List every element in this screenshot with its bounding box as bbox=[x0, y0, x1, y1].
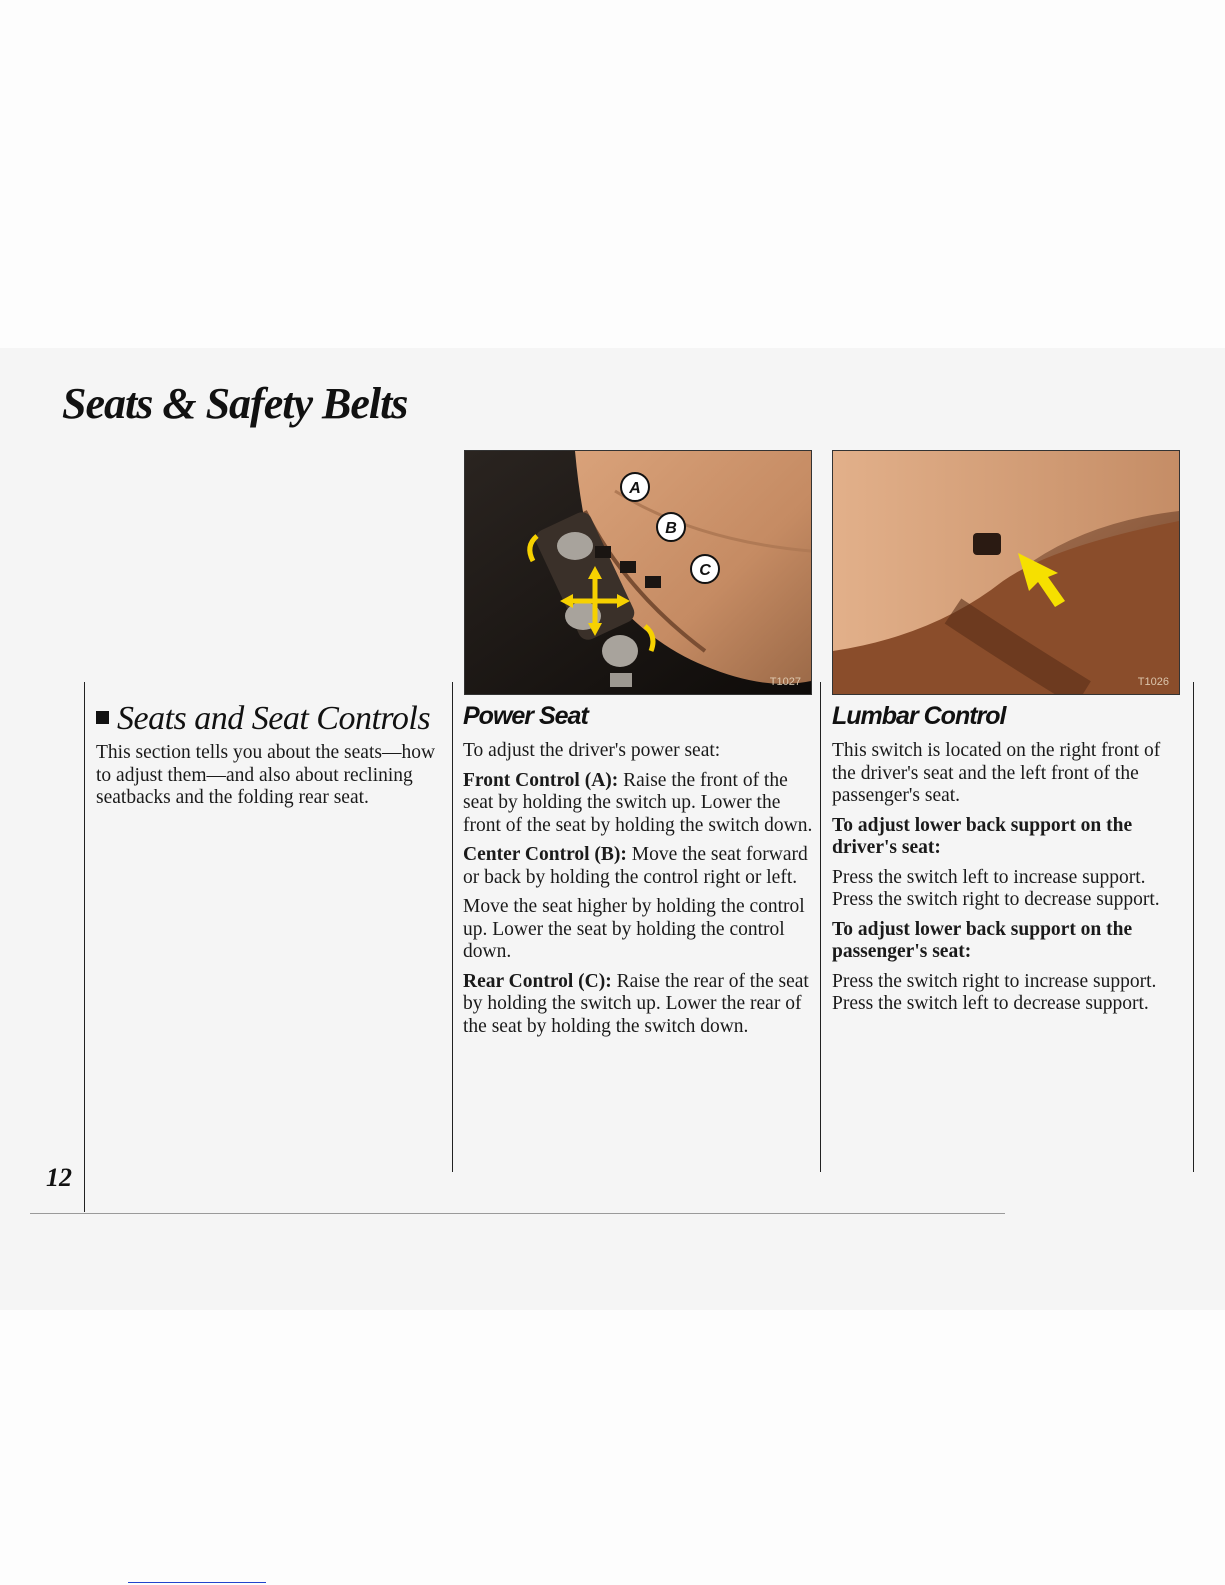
callout-b-label: B bbox=[665, 520, 677, 537]
rear-control-text: Raise the rear of the seat by holding the switch up. Lower the rear of the seat by holding the switch down. bbox=[463, 970, 809, 1037]
bottom-link-underline bbox=[128, 1582, 266, 1583]
callout-a bbox=[621, 473, 649, 501]
chapter-title: Seats & Safety Belts bbox=[62, 379, 408, 428]
front-control-paragraph bbox=[463, 770, 813, 838]
column-rule-middle bbox=[452, 682, 453, 1172]
center-control-text: Move the seat forward or back by holding the control right or left. bbox=[463, 844, 808, 888]
power-seat-column bbox=[463, 740, 813, 1045]
column-rule-left bbox=[84, 682, 85, 1212]
power-seat-image-code: T1027 bbox=[769, 676, 801, 688]
callout-a-label: A bbox=[629, 480, 641, 497]
lumbar-image-code: T1026 bbox=[1137, 676, 1169, 688]
section-heading-text: Seats and Seat Controls bbox=[117, 700, 431, 737]
power-seat-photo bbox=[464, 450, 812, 695]
page-number: 12 bbox=[46, 1163, 72, 1192]
bottom-rule bbox=[30, 1213, 1005, 1214]
lumbar-illustration bbox=[833, 451, 1179, 694]
front-control-text: Raise the front of the seat by holding the switch up. Lower the front of the seat by holding the switch down. bbox=[463, 769, 813, 836]
lumbar-intro: This switch is located on the right front of the driver's seat and the left front of the passenger's seat. bbox=[832, 740, 1161, 806]
lumbar-driver-heading-text: To adjust lower back support on the driver's seat: bbox=[832, 814, 1133, 858]
bullet-square-icon bbox=[96, 711, 109, 724]
lumbar-column bbox=[832, 740, 1182, 1023]
callout-c bbox=[691, 555, 719, 583]
lumbar-passenger-heading bbox=[832, 919, 1182, 964]
callout-b bbox=[657, 513, 685, 541]
power-seat-illustration bbox=[465, 451, 811, 694]
callout-c-label: C bbox=[699, 562, 711, 579]
section-heading bbox=[96, 700, 430, 738]
rear-control-label: Rear Control (C): bbox=[463, 970, 612, 992]
lumbar-photo bbox=[832, 450, 1180, 695]
power-seat-intro: To adjust the driver's power seat: bbox=[463, 740, 721, 761]
lumbar-driver-heading bbox=[832, 815, 1182, 860]
lumbar-passenger-text: Press the switch right to increase support. Press the switch left to decrease support. bbox=[832, 970, 1157, 1014]
column-rule-edge bbox=[1193, 682, 1194, 1172]
column-rule-right bbox=[820, 682, 821, 1172]
power-seat-heading: Power Seat bbox=[463, 702, 588, 730]
lumbar-driver-text: Press the switch left to increase support. Press the switch right to decrease support. bbox=[832, 866, 1160, 910]
rear-control-paragraph bbox=[463, 971, 813, 1039]
lumbar-passenger-heading-text: To adjust lower back support on the passenger's seat: bbox=[832, 918, 1133, 962]
intro-paragraph: This section tells you about the seats—how to adjust them—and also about reclining seatbacks and the folding rear seat. bbox=[96, 742, 436, 808]
lumbar-heading: Lumbar Control bbox=[832, 702, 1006, 730]
intro-column bbox=[96, 742, 436, 817]
center-control-label: Center Control (B): bbox=[463, 844, 627, 865]
front-control-label: Front Control (A): bbox=[463, 769, 619, 791]
center-control-paragraph bbox=[463, 844, 813, 889]
center-control-paragraph-2: Move the seat higher by holding the control up. Lower the seat by holding the control down. bbox=[463, 896, 805, 962]
